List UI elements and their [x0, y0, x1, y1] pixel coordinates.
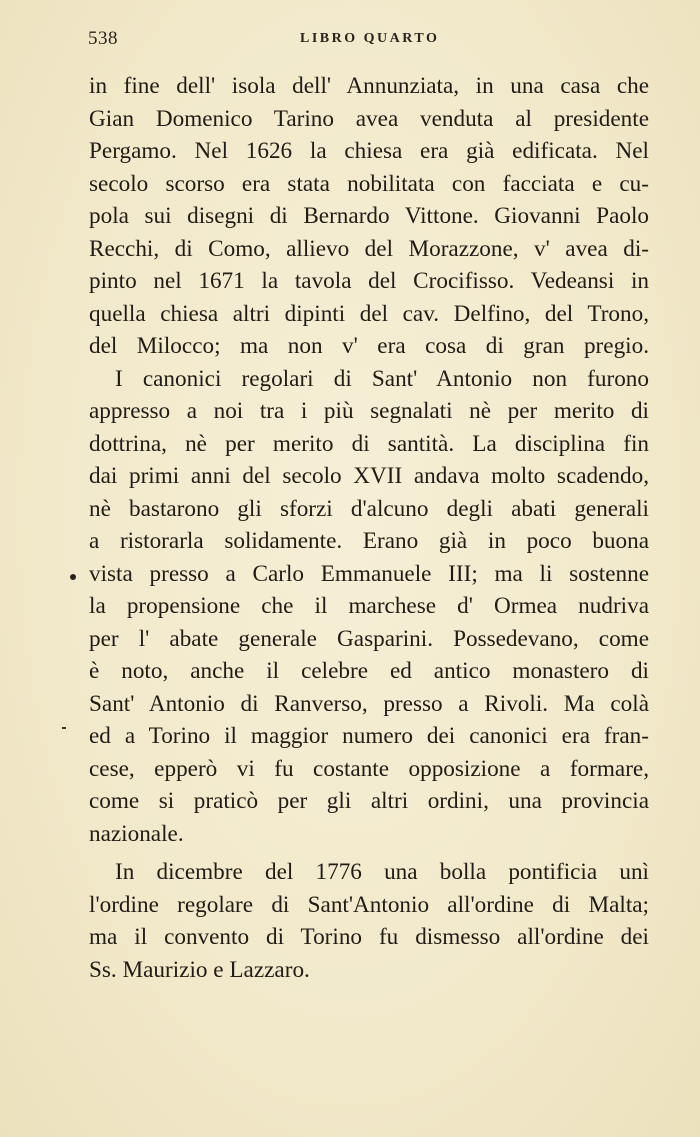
text-line: pinto nel 1671 la tavola del Crocifisso. Vedeansi in — [89, 268, 649, 294]
page-number: 538 — [88, 28, 118, 49]
text-line: nè bastarono gli sforzi d'alcuno degli abati generali — [89, 495, 649, 522]
running-head: LIBRO QUARTO — [300, 31, 440, 46]
text-line: per l' abate generale Gasparini. Possedevano, come — [89, 625, 649, 652]
text-line: vista presso a Carlo Emmanuele III; ma li sostenne — [89, 560, 649, 587]
text-line: del Milocco; ma non v' era cosa di gran pregio. — [89, 333, 649, 359]
text-line: in fine dell' isola dell' Annunziata, in una casa che — [89, 73, 649, 99]
paragraph-3 — [89, 856, 649, 986]
text-line: dai primi anni del secolo XVII andava molto scadendo, — [89, 463, 649, 489]
text-line: pola sui disegni di Bernardo Vittone. Giovanni Paolo — [89, 203, 649, 229]
margin-ink-dot — [70, 574, 76, 580]
text-line: In dicembre del 1776 una bolla pontificia unì — [115, 859, 649, 885]
text-line: Ss. Maurizio e Lazzaro. — [89, 956, 310, 983]
text-line: ed a Torino il maggior numero dei canonici era fran- — [89, 723, 649, 749]
text-line: secolo scorso era stata nobilitata con facciata e cu- — [89, 170, 649, 197]
body-text — [89, 70, 649, 986]
text-line: I canonici regolari di Sant' Antonio non furono — [115, 365, 649, 392]
text-line: a ristorarla solidamente. Erano già in poco buona — [89, 528, 649, 554]
page-header — [88, 28, 650, 52]
text-line: quella chiesa altri dipinti del cav. Delfino, del Trono, — [89, 300, 649, 327]
text-line: Gian Domenico Tarino avea venduta al presidente — [89, 105, 649, 132]
text-line: nazionale. — [89, 820, 184, 847]
text-line: l'ordine regolare di Sant'Antonio all'ordine di Malta; — [89, 891, 649, 918]
text-line: dottrina, nè per merito di santità. La disciplina fin — [89, 430, 649, 457]
text-line: ma il convento di Torino fu dismesso all'ordine dei — [89, 924, 649, 950]
margin-ink-mark — [62, 727, 66, 729]
paragraph-2 — [89, 363, 649, 851]
text-line: come si praticò per gli altri ordini, una provincia — [89, 788, 649, 814]
text-line: è noto, anche il celebre ed antico monastero di — [89, 658, 649, 684]
paragraph-1 — [89, 70, 649, 363]
text-line: Sant' Antonio di Ranverso, presso a Rivoli. Ma colà — [89, 690, 649, 717]
text-line: cese, epperò vi fu costante opposizione a formare, — [89, 755, 649, 782]
text-line: appresso a noi tra i più segnalati nè per merito di — [89, 398, 649, 424]
text-line: Recchi, di Como, allievo del Morazzone, v' avea di- — [89, 235, 649, 262]
text-line: la propensione che il marchese d' Ormea nudriva — [89, 593, 649, 619]
text-line: Pergamo. Nel 1626 la chiesa era già edificata. Nel — [89, 138, 649, 164]
